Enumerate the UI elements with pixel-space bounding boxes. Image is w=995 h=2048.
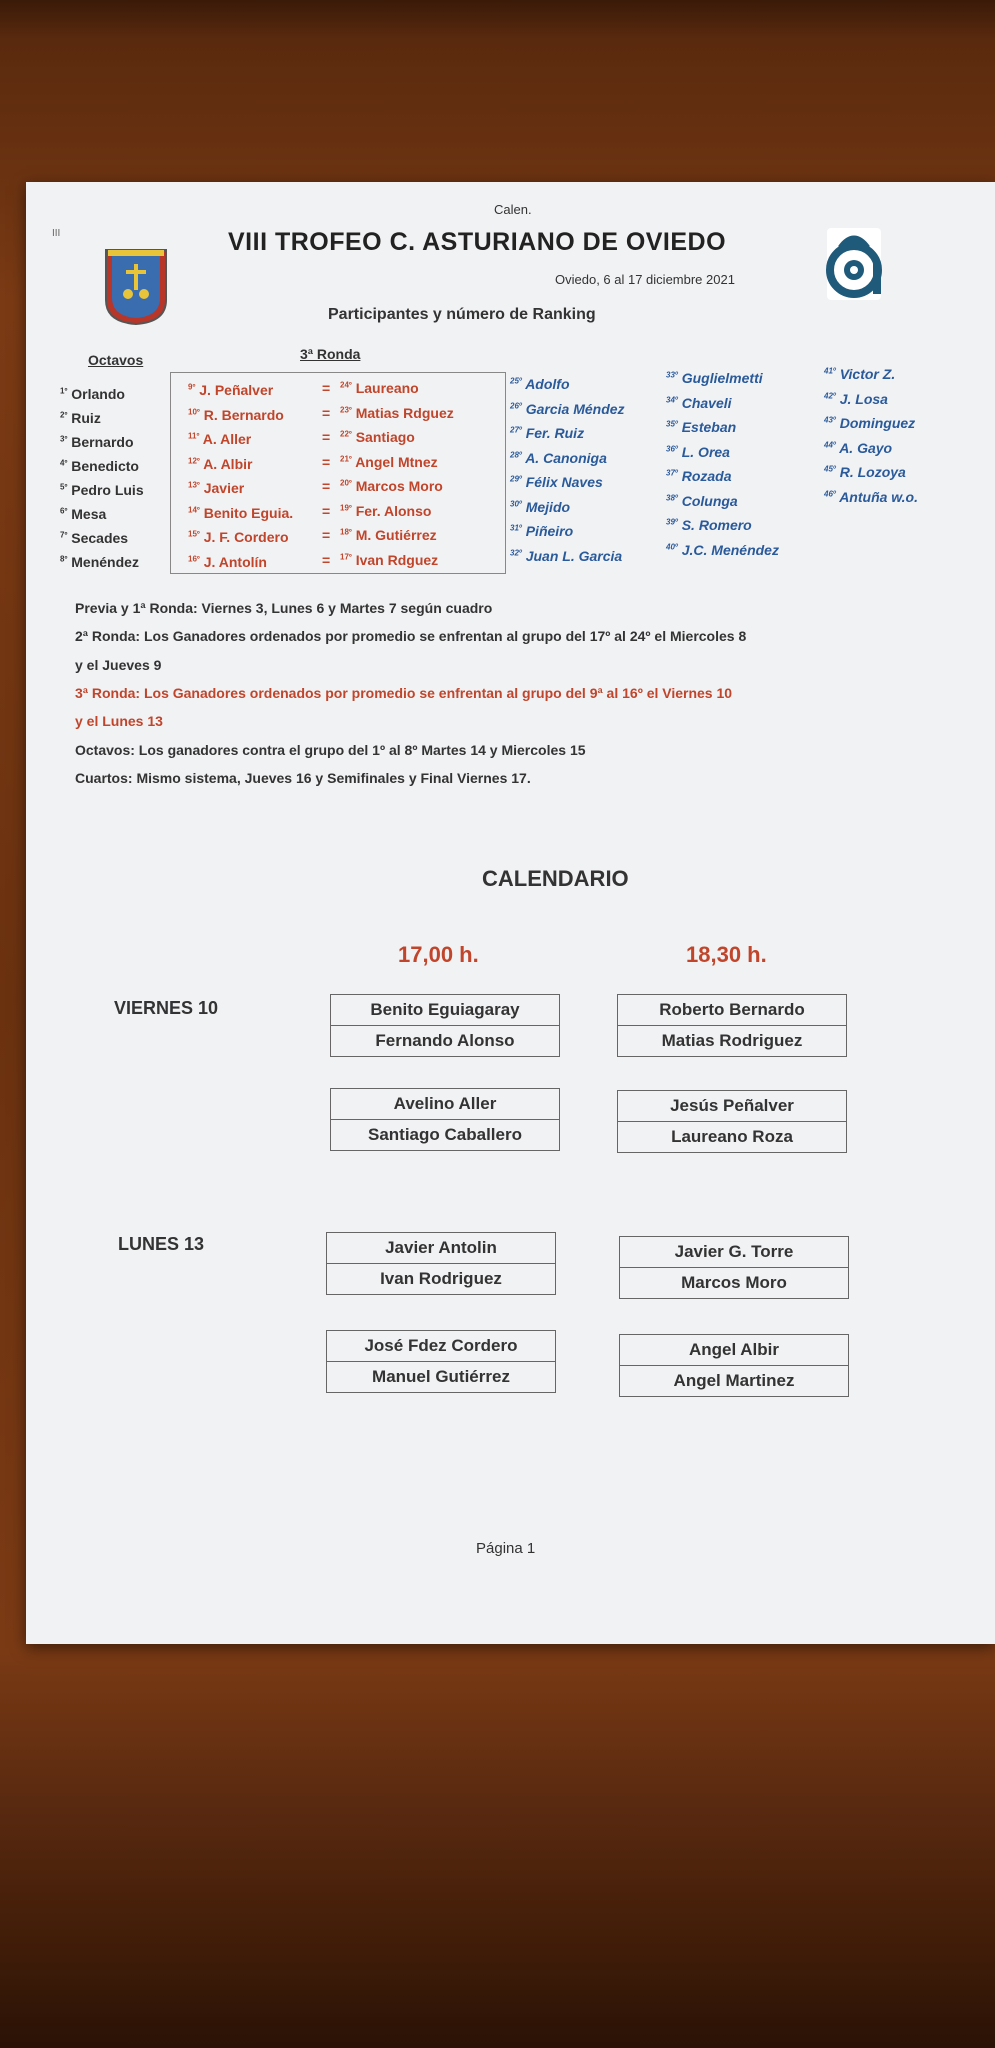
match-player: Jesús Peñalver — [670, 1096, 794, 1115]
rank-number: 42º — [824, 390, 836, 400]
player-name: Rozada — [677, 468, 732, 484]
rank-number: 37º — [666, 468, 678, 478]
ranking-player — [510, 499, 570, 515]
rank-number: 25º — [510, 376, 522, 386]
rank-number: 29º — [510, 474, 522, 484]
player-name: Chaveli — [677, 394, 732, 411]
ranking-player — [666, 444, 730, 460]
player-name: Félix Naves — [521, 474, 603, 490]
rank-number: 11º — [188, 431, 200, 441]
ronda3-player-left — [188, 431, 251, 447]
day-lunes: LUNES 13 — [118, 1234, 205, 1254]
rank-number: 8º — [60, 554, 68, 564]
rank-number: 12º — [188, 455, 200, 465]
rank-number: 32º — [510, 547, 522, 557]
vs-separator: = — [322, 380, 331, 396]
rank-number: 21º — [340, 453, 352, 463]
calendar-heading: CALENDARIO — [482, 866, 629, 891]
schedule-note: Octavos: Los ganadores contra el grupo del 1º al 8º Martes 14 y Miercoles 15 — [75, 741, 586, 758]
ronda3-player-left — [188, 554, 267, 570]
rank-number: 14º — [188, 504, 200, 514]
octavos-player — [60, 434, 134, 450]
rank-number: 3º — [60, 434, 68, 444]
match-box — [326, 1232, 556, 1295]
time-slot-1700: 17,00 h. — [398, 942, 479, 967]
page-number: Página 1 — [476, 1540, 536, 1557]
player-name: Fer. Alonso — [351, 502, 432, 519]
player-name: Victor Z. — [835, 366, 896, 382]
schedule-note: Cuartos: Mismo sistema, Jueves 16 y Semifinales y Final Viernes 17. — [75, 769, 531, 786]
rank-number: 38º — [666, 492, 678, 502]
player-name: Esteban — [677, 419, 737, 435]
ronda3-player-left — [188, 505, 293, 521]
player-name: Benedicto — [67, 458, 139, 474]
player-name: Ruiz — [67, 410, 101, 426]
schedule-note: y el Lunes 13 — [75, 713, 163, 730]
player-name: Guglielmetti — [677, 370, 763, 386]
player-name: J. Losa — [835, 390, 888, 407]
match-player: Benito Eguiagaray — [370, 1000, 520, 1019]
player-name: Secades — [67, 530, 129, 546]
rank-number: 24º — [340, 380, 352, 390]
match-player: Ivan Rodriguez — [327, 1263, 555, 1294]
ronda3-player-left — [188, 529, 289, 545]
player-name: Santiago — [351, 429, 415, 445]
vs-separator: = — [322, 453, 331, 470]
rank-number: 34º — [666, 394, 678, 404]
time-slot-1830: 18,30 h. — [686, 942, 767, 967]
corner-mark: III — [52, 228, 61, 239]
rank-number: 19º — [340, 502, 352, 512]
ronda3-player-right — [340, 380, 419, 396]
ranking-player — [666, 370, 763, 386]
player-name: Dominguez — [835, 415, 916, 431]
rank-number: 44º — [824, 439, 836, 449]
match-box — [330, 1088, 560, 1151]
octavos-header: Octavos — [88, 352, 144, 368]
rank-number: 31º — [510, 523, 522, 533]
player-name: Fer. Ruiz — [521, 425, 585, 441]
player-name: Piñeiro — [521, 523, 574, 539]
ronda3-player-left — [188, 407, 284, 423]
ranking-player — [824, 391, 888, 407]
rank-number: 16º — [188, 553, 200, 563]
player-name: J. Peñalver — [195, 382, 274, 398]
vs-separator: = — [322, 527, 331, 543]
rank-number: 41º — [824, 366, 836, 376]
match-box — [326, 1330, 556, 1393]
player-name: Benito Eguia. — [199, 504, 294, 521]
player-name: Ivan Rdguez — [351, 551, 439, 568]
rank-number: 22º — [340, 429, 352, 439]
rank-number: 4º — [60, 458, 68, 468]
player-name: Javier — [199, 480, 245, 496]
octavos-player — [60, 482, 144, 498]
match-box — [619, 1334, 849, 1397]
match-player: Marcos Moro — [620, 1267, 848, 1298]
event-date: Oviedo, 6 al 17 diciembre 2021 — [555, 272, 735, 287]
match-box — [619, 1236, 849, 1299]
ranking-player — [824, 440, 892, 456]
ranking-player — [666, 468, 732, 484]
octavos-player — [60, 458, 139, 474]
federation-logo — [825, 226, 883, 302]
player-name: Pedro Luis — [67, 482, 144, 498]
ranking-player — [510, 401, 625, 417]
rank-number: 45º — [824, 464, 836, 474]
player-name: Juan L. Garcia — [521, 547, 623, 564]
ranking-player — [824, 489, 918, 505]
rank-number: 20º — [340, 478, 352, 488]
vs-separator: = — [322, 404, 331, 421]
ronda3-player-right — [340, 454, 438, 470]
player-name: A. Aller — [199, 431, 252, 447]
schedule-note: 2ª Ronda: Los Ganadores ordenados por promedio se enfrentan al grupo del 17º al 24º el Miercoles 8 — [75, 628, 747, 645]
ranking-player — [510, 376, 570, 392]
rank-number: 43º — [824, 415, 836, 425]
ronda3-player-right — [340, 478, 443, 494]
ranking-player — [510, 474, 603, 490]
vs-separator: = — [322, 502, 331, 519]
ronda3-player-right — [340, 429, 415, 445]
rank-number: 33º — [666, 370, 678, 380]
rank-number: 18º — [340, 527, 352, 537]
rank-number: 2º — [60, 410, 68, 420]
rank-number: 1º — [60, 386, 68, 396]
octavos-player — [60, 506, 106, 522]
ranking-player — [666, 419, 736, 435]
player-name: A. Gayo — [835, 439, 893, 456]
ronda3-player-right — [340, 503, 431, 519]
player-name: A. Canoniga — [521, 449, 607, 466]
rank-number: 27º — [510, 425, 522, 435]
rank-number: 5º — [60, 482, 68, 492]
page-title: VIII TROFEO C. ASTURIANO DE OVIEDO — [228, 228, 727, 256]
top-note: Calen. — [494, 202, 532, 217]
match-player: Manuel Gutiérrez — [327, 1361, 555, 1392]
ranking-player — [510, 450, 607, 466]
match-player: Angel Albir — [688, 1340, 780, 1359]
ranking-player — [666, 517, 752, 533]
schedule-note: y el Jueves 9 — [75, 656, 162, 673]
match-player: Avelino Aller — [393, 1094, 497, 1113]
player-name: Orlando — [67, 386, 125, 402]
ranking-player — [510, 425, 584, 441]
ronda3-header: 3ª Ronda — [300, 346, 361, 362]
player-name: L. Orea — [677, 443, 730, 460]
rank-number: 35º — [666, 419, 678, 429]
player-name: J. Antolín — [199, 553, 267, 570]
day-viernes: VIERNES 10 — [114, 998, 219, 1018]
rank-number: 46º — [824, 488, 836, 498]
player-name: A. Albir — [199, 455, 253, 472]
match-player: José Fdez Cordero — [364, 1336, 518, 1355]
match-player: Santiago Caballero — [331, 1119, 559, 1150]
player-name: Garcia Méndez — [521, 400, 625, 417]
ronda3-player-right — [340, 552, 438, 568]
ranking-player — [824, 415, 915, 431]
rank-number: 23º — [340, 404, 352, 414]
player-name: M. Gutiérrez — [351, 527, 437, 543]
rank-number: 40º — [666, 541, 678, 551]
player-name: R. Bernardo — [199, 406, 284, 423]
player-name: Antuña w.o. — [835, 488, 919, 505]
octavos-player — [60, 530, 128, 546]
match-box — [330, 994, 560, 1057]
ronda3-player-left — [188, 480, 244, 496]
rank-number: 28º — [510, 449, 522, 459]
rank-number: 17º — [340, 551, 352, 561]
schedule-note: 3ª Ronda: Los Ganadores ordenados por promedio se enfrentan al grupo del 9ª al 16º el Viernes 10 — [75, 684, 733, 701]
ronda3-player-right — [340, 527, 437, 543]
octavos-player — [60, 386, 125, 402]
ranking-player — [666, 395, 732, 411]
match-player: Javier Antolin — [385, 1238, 497, 1257]
player-name: J. F. Cordero — [199, 529, 289, 545]
player-name: Angel Mtnez — [351, 453, 438, 470]
match-player: Javier G. Torre — [674, 1242, 794, 1261]
player-name: R. Lozoya — [835, 464, 906, 480]
match-player: Matias Rodriguez — [618, 1025, 846, 1056]
ranking-player — [666, 493, 738, 509]
rank-number: 13º — [188, 480, 200, 490]
player-name: Bernardo — [67, 434, 134, 450]
player-name: Mesa — [67, 506, 107, 522]
octavos-player — [60, 410, 101, 426]
rank-number: 15º — [188, 529, 200, 539]
ranking-player — [824, 464, 906, 480]
vs-separator: = — [322, 478, 331, 494]
player-name: Matias Rdguez — [351, 404, 454, 421]
ronda3-player-right — [340, 405, 454, 421]
ranking-player — [666, 542, 779, 558]
vs-separator: = — [322, 429, 331, 445]
player-name: J.C. Menéndez — [677, 541, 779, 558]
rank-number: 7º — [60, 530, 68, 540]
ranking-player — [510, 548, 622, 564]
rank-number: 9º — [188, 382, 196, 392]
player-name: S. Romero — [677, 517, 752, 533]
ronda3-player-left — [188, 382, 273, 398]
rank-number: 39º — [666, 517, 678, 527]
vs-separator: = — [322, 551, 331, 568]
player-name: Menéndez — [67, 554, 139, 570]
ronda3-player-left — [188, 456, 252, 472]
rank-number: 26º — [510, 400, 522, 410]
rank-number: 30º — [510, 498, 522, 508]
player-name: Laureano — [351, 380, 419, 396]
club-crest-logo — [104, 248, 168, 326]
match-box — [617, 994, 847, 1057]
rank-number: 36º — [666, 443, 678, 453]
rank-number: 10º — [188, 406, 200, 416]
participants-subtitle: Participantes y número de Ranking — [328, 306, 596, 323]
match-player: Angel Martinez — [620, 1365, 848, 1396]
player-name: Marcos Moro — [351, 478, 443, 494]
ranking-player — [824, 366, 895, 382]
player-name: Mejido — [521, 498, 571, 515]
match-player: Roberto Bernardo — [659, 1000, 805, 1019]
player-name: Adolfo — [521, 376, 570, 392]
match-player: Fernando Alonso — [331, 1025, 559, 1056]
octavos-player — [60, 554, 139, 570]
player-name: Colunga — [677, 492, 738, 509]
schedule-note: Previa y 1ª Ronda: Viernes 3, Lunes 6 y Martes 7 según cuadro — [75, 600, 493, 616]
ranking-player — [510, 523, 573, 539]
rank-number: 6º — [60, 506, 68, 516]
match-box — [617, 1090, 847, 1153]
match-player: Laureano Roza — [618, 1121, 846, 1152]
